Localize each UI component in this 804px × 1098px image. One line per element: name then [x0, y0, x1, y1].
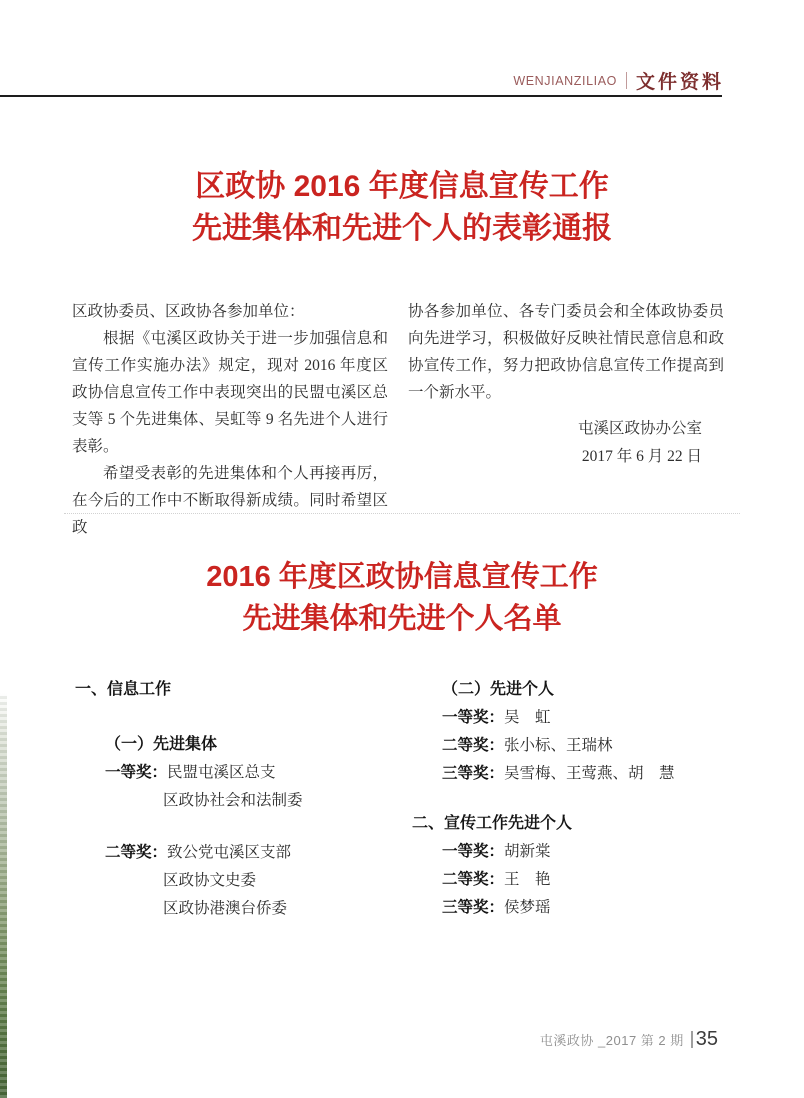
subsection-heading-advanced-collectives: （一）先进集体 — [105, 736, 218, 753]
notice-paragraph-2-left: 希望受表彰的先进集体和个人再接再厉，在今后的工作中不断取得新成绩。同时希望区政 — [72, 465, 388, 536]
scan-edge-texture — [0, 693, 7, 1098]
award-recipient: 胡新棠 — [504, 843, 551, 860]
notice-title-line2: 先进集体和先进个人的表彰通报 — [192, 212, 612, 245]
advanced-collectives-block — [105, 731, 405, 923]
awards-column-left — [75, 676, 405, 923]
page-footer — [540, 1028, 718, 1051]
award-recipient: 民盟屯溪区总支 — [167, 764, 276, 781]
award-recipient: 区政协社会和法制委 — [163, 792, 303, 809]
award-recipient: 区政协港澳台侨委 — [163, 900, 288, 917]
award-line — [442, 866, 742, 894]
award-rank-label: 三等奖： — [442, 899, 505, 916]
award-line — [442, 760, 742, 788]
advanced-individuals-block — [442, 676, 742, 788]
award-line — [442, 894, 742, 922]
award-line — [105, 759, 405, 787]
award-rank-label: 一等奖： — [105, 764, 168, 781]
award-line — [442, 704, 742, 732]
footer-divider-bar — [691, 1031, 693, 1048]
award-recipient: 侯梦瑶 — [504, 899, 551, 916]
notice-signature-block — [408, 415, 724, 471]
award-rank-label: 二等奖： — [105, 844, 168, 861]
notice-salutation: 区政协委员、区政协各参加单位： — [72, 303, 305, 320]
award-recipient: 吴 虹 — [504, 709, 551, 726]
header-rule — [0, 95, 722, 97]
notice-date: 2017 年 6 月 22 日 — [581, 448, 702, 465]
award-line — [442, 732, 742, 760]
award-recipient: 王 艳 — [504, 871, 551, 888]
award-rank-label: 二等奖： — [442, 871, 505, 888]
journal-issue-label: 屯溪政协 _2017 第 2 期 — [539, 1033, 684, 1048]
award-recipient: 致公党屯溪区支部 — [167, 844, 292, 861]
masthead-pinyin: WENJIANZILIAO — [513, 73, 617, 88]
list-title — [0, 556, 804, 640]
section-heading-publicity-work: 二、宣传工作先进个人 — [412, 815, 573, 832]
section-divider — [64, 513, 740, 514]
award-rank-label: 三等奖： — [442, 765, 505, 782]
award-line — [442, 838, 742, 866]
masthead — [513, 67, 724, 94]
awards-column-right — [412, 676, 742, 922]
list-title-line2: 先进集体和先进个人名单 — [242, 603, 562, 635]
award-recipient: 区政协文史委 — [163, 872, 257, 889]
list-title-line1: 2016 年度区政协信息宣传工作 — [206, 561, 598, 593]
award-rank-label: 一等奖： — [442, 709, 505, 726]
award-recipient: 张小标、王瑞林 — [504, 737, 613, 754]
notice-body-left-column — [72, 298, 388, 541]
page-number: 35 — [695, 1028, 718, 1050]
award-line — [105, 839, 405, 867]
subsection-heading-advanced-individuals: （二）先进个人 — [442, 681, 555, 698]
publicity-individuals-block — [442, 838, 742, 922]
notice-paragraph-1: 根据《屯溪区政协关于进一步加强信息和宣传工作实施办法》规定，现对 2016 年度区政协信息宣传工作中表现突出的民盟屯溪区总支等 5 个先进集体、吴虹等 9 名先进个人进行表彰。 — [72, 330, 388, 455]
section-heading-information-work: 一、信息工作 — [75, 681, 172, 698]
notice-title — [0, 166, 804, 250]
notice-body-right-column — [408, 298, 724, 471]
masthead-divider-bar — [626, 72, 627, 89]
award-rank-label: 二等奖： — [442, 737, 505, 754]
award-rank-label: 一等奖： — [442, 843, 505, 860]
masthead-section-title: 文件资料 — [635, 72, 724, 93]
award-recipient: 吴雪梅、王莺燕、胡 慧 — [504, 765, 675, 782]
notice-paragraph-2-right: 协各参加单位、各专门委员会和全体政协委员向先进学习，积极做好反映社情民意信息和政协宣传工作，努力把政协信息宣传工作提高到一个新水平。 — [408, 303, 724, 401]
notice-signer: 屯溪区政协办公室 — [577, 420, 702, 437]
notice-title-line1: 区政协 2016 年度信息宣传工作 — [195, 170, 609, 203]
